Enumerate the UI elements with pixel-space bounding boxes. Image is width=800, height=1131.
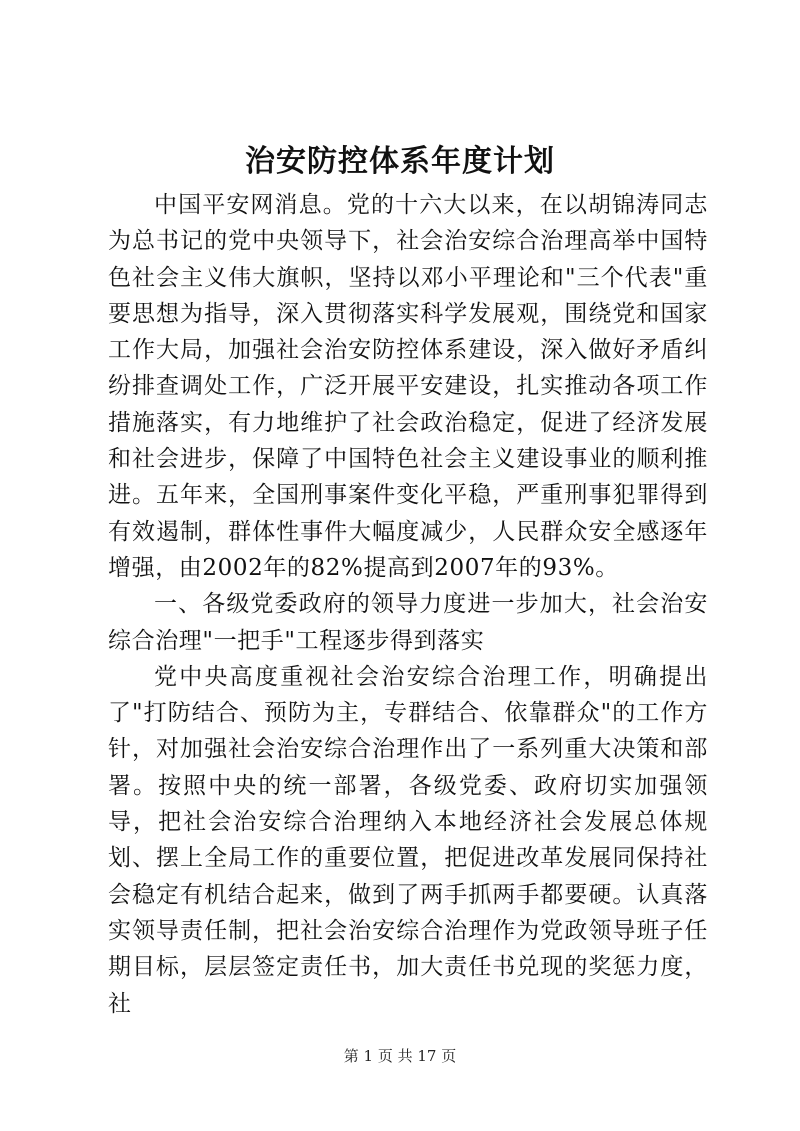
section-heading-1: 一、各级党委政府的领导力度进一步加大，社会治安综合治理"一把手"工程逐步得到落实	[108, 591, 708, 654]
document-body	[108, 187, 708, 1022]
document-title: 治安防控体系年度计划	[245, 144, 555, 179]
page-footer: 第 1 页 共 17 页	[343, 1047, 457, 1065]
paragraph-section-1: 党中央高度重视社会治安综合治理工作，明确提出了"打防结合、预防为主，专群结合、依靠群众"的工作方针，对加强社会治安综合治理作出了一系列重大决策和部署。按照中央的统一部署，各级党委、政府切实加强领导，把社会治安综合治理纳入本地经济社会发展总体规划、摆上全局工作的重要位置，把促进改革发展同保持社会稳定有机结合起来，做到了两手抓两手都要硬。认真落实领导责任制，把社会治安综合治理作为党政领导班子任期目标，层层签定责任书，加大责任书兑现的奖惩力度，社	[108, 663, 708, 1017]
paragraph-intro: 中国平安网消息。党的十六大以来，在以胡锦涛同志为总书记的党中央领导下，社会治安综合治理高举中国特色社会主义伟大旗帜，坚持以邓小平理论和"三个代表"重要思想为指导，深入贯彻落实科学发展观，围绕党和国家工作大局，加强社会治安防控体系建设，深入做好矛盾纠纷排查调处工作，广泛开展平安建设，扎实推动各项工作措施落实，有力地维护了社会政治稳定，促进了经济发展和社会进步，保障了中国特色社会主义建设事业的顺利推进。五年来，全国刑事案件变化平稳，严重刑事犯罪得到有效遏制，群体性事件大幅度减少，人民群众安全感逐年增强，由2002年的82%提高到2007年的93%。	[108, 192, 708, 581]
